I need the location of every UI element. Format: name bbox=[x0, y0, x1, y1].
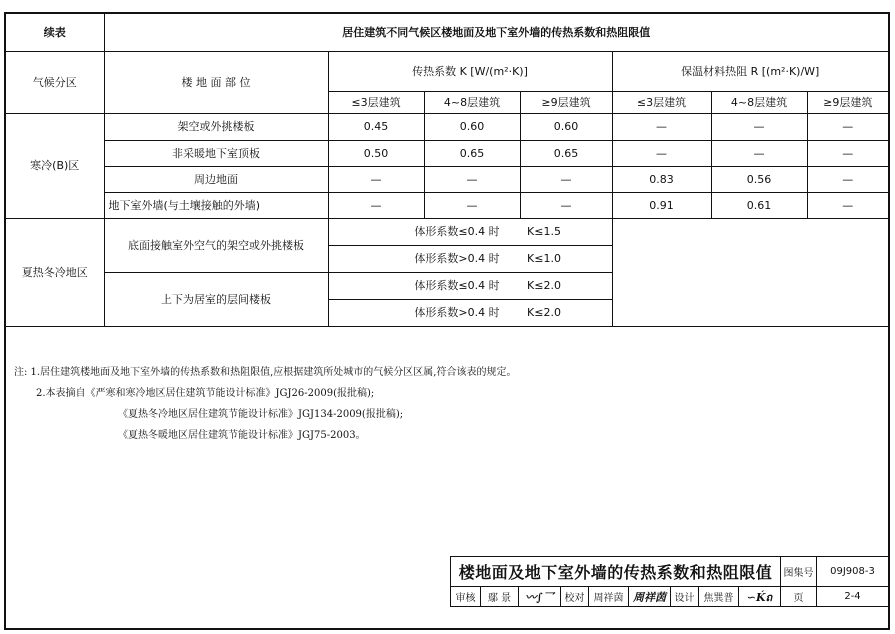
value-cell: — bbox=[807, 113, 888, 140]
k-group-header: 传热系数 K [W/(m²·K)] bbox=[328, 51, 612, 91]
part-cell: 周边地面 bbox=[104, 166, 328, 192]
value-cell: — bbox=[807, 140, 888, 166]
table-row bbox=[6, 166, 888, 192]
value-cell: — bbox=[328, 192, 424, 218]
value-cell: — bbox=[424, 192, 520, 218]
sub-header: 4~8层建筑 bbox=[424, 91, 520, 113]
note-line: 2.本表摘自《严寒和寒冷地区居住建筑节能设计标准》JGJ26-2009(报批稿); bbox=[36, 388, 375, 399]
reviewer-signature: 〰∫乛 bbox=[519, 587, 561, 607]
checker-name: 周祥茵 bbox=[589, 587, 629, 607]
design-label: 设计 bbox=[671, 587, 699, 607]
sub-header: 4~8层建筑 bbox=[711, 91, 807, 113]
table-row bbox=[6, 113, 888, 140]
limits-table bbox=[6, 14, 888, 327]
drawing-title: 楼地面及地下室外墙的传热系数和热阻限值 bbox=[451, 557, 781, 587]
continued-label: 续表 bbox=[6, 14, 104, 51]
part-cell: 地下室外墙(与土壤接触的外墙) bbox=[104, 192, 328, 218]
sub-header: ≥9层建筑 bbox=[807, 91, 888, 113]
value-cell: — bbox=[807, 166, 888, 192]
value-cell: 0.60 bbox=[520, 113, 612, 140]
part-cell: 上下为居室的层间楼板 bbox=[104, 272, 328, 326]
value-cell: — bbox=[711, 113, 807, 140]
value-cell: — bbox=[520, 166, 612, 192]
designer-signature: ∽Ḱถ bbox=[739, 587, 781, 607]
value-cell: — bbox=[612, 113, 711, 140]
value-cell: — bbox=[520, 192, 612, 218]
reviewer-name: 鄢 景 bbox=[481, 587, 519, 607]
value-cell: 0.45 bbox=[328, 113, 424, 140]
condition-text: 体形系数≤0.4 时 bbox=[414, 225, 500, 238]
value-cell: 0.65 bbox=[424, 140, 520, 166]
value-cell: 0.61 bbox=[711, 192, 807, 218]
page-number: 2-4 bbox=[817, 587, 889, 607]
table-row bbox=[6, 192, 888, 218]
value-cell: 0.91 bbox=[612, 192, 711, 218]
condition-cell bbox=[328, 299, 612, 326]
table-title: 居住建筑不同气候区楼地面及地下室外墙的传热系数和热阻限值 bbox=[104, 14, 888, 51]
zone-cold: 寒冷(B)区 bbox=[6, 113, 104, 218]
value-cell: — bbox=[328, 166, 424, 192]
k-limit: K≤2.0 bbox=[527, 279, 561, 292]
condition-cell bbox=[328, 272, 612, 299]
part-cell: 非采暖地下室顶板 bbox=[104, 140, 328, 166]
sub-header: ≤3层建筑 bbox=[612, 91, 711, 113]
table-row bbox=[6, 218, 888, 245]
condition-text: 体形系数≤0.4 时 bbox=[414, 279, 500, 292]
checker-signature: 周祥茵 bbox=[629, 587, 671, 607]
condition-text: 体形系数>0.4 时 bbox=[414, 306, 500, 319]
value-cell: — bbox=[807, 192, 888, 218]
condition-cell bbox=[328, 245, 612, 272]
sub-header: ≤3层建筑 bbox=[328, 91, 424, 113]
part-cell: 架空或外挑楼板 bbox=[104, 113, 328, 140]
condition-text: 体形系数>0.4 时 bbox=[414, 252, 500, 265]
value-cell: — bbox=[711, 140, 807, 166]
note-line: 《夏热冬暖地区居住建筑节能设计标准》JGJ75-2003。 bbox=[118, 430, 366, 441]
value-cell: — bbox=[612, 140, 711, 166]
k-limit: K≤2.0 bbox=[527, 306, 561, 319]
atlas-number: 09J908-3 bbox=[817, 557, 889, 587]
k-limit: K≤1.0 bbox=[527, 252, 561, 265]
k-limit: K≤1.5 bbox=[527, 225, 561, 238]
page-label: 页 bbox=[781, 587, 817, 607]
part-cell: 底面接触室外空气的架空或外挑楼板 bbox=[104, 218, 328, 272]
value-cell: 0.60 bbox=[424, 113, 520, 140]
sub-header: ≥9层建筑 bbox=[520, 91, 612, 113]
designer-name: 焦巽普 bbox=[699, 587, 739, 607]
value-cell: 0.56 bbox=[711, 166, 807, 192]
r-group-header: 保温材料热阻 R [(m²·K)/W] bbox=[612, 51, 888, 91]
value-cell: 0.50 bbox=[328, 140, 424, 166]
notes-section bbox=[14, 362, 874, 446]
zone-hot: 夏热冬冷地区 bbox=[6, 218, 104, 326]
table-row bbox=[6, 140, 888, 166]
title-block bbox=[450, 556, 889, 607]
value-cell: 0.65 bbox=[520, 140, 612, 166]
check-label: 校对 bbox=[561, 587, 589, 607]
review-label: 审核 bbox=[451, 587, 481, 607]
empty-cell bbox=[612, 218, 888, 326]
zone-header: 气候分区 bbox=[6, 51, 104, 113]
condition-cell bbox=[328, 218, 612, 245]
note-line: 《夏热冬冷地区居住建筑节能设计标准》JGJ134-2009(报批稿); bbox=[118, 409, 404, 420]
drawing-sheet bbox=[4, 12, 890, 630]
part-header: 楼 地 面 部 位 bbox=[104, 51, 328, 113]
value-cell: — bbox=[424, 166, 520, 192]
note-line: 注: 1.居住建筑楼地面及地下室外墙的传热系数和热阻限值,应根据建筑所处城市的气候分区区属,符合该表的规定。 bbox=[14, 367, 517, 378]
value-cell: 0.83 bbox=[612, 166, 711, 192]
atlas-label: 图集号 bbox=[781, 557, 817, 587]
